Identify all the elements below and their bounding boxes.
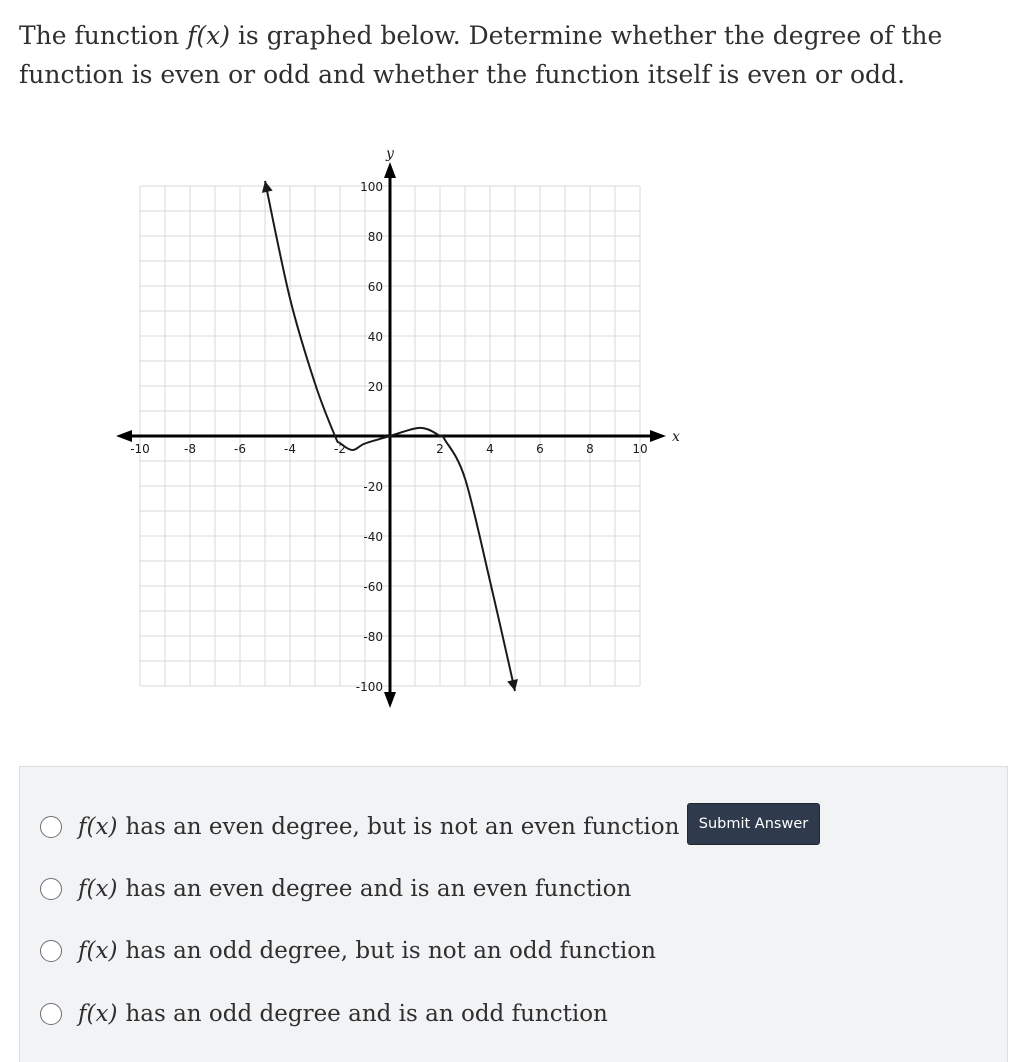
x-tick-label: 6	[536, 442, 544, 456]
choice-odd-degree-not-odd[interactable]	[40, 931, 656, 971]
x-tick-label: -8	[184, 442, 196, 456]
y-axis-up-arrow-icon	[384, 162, 396, 178]
radio-button[interactable]	[40, 816, 62, 838]
choice-label: has an even degree and is an even function	[125, 876, 632, 902]
choice-function: f(x)	[78, 1001, 118, 1027]
y-tick-label: 20	[367, 380, 383, 394]
radio-button[interactable]	[40, 940, 62, 962]
x-tick-label: 4	[486, 442, 494, 456]
x-tick-label: -6	[234, 442, 246, 456]
answer-panel	[19, 766, 1008, 1062]
question-text	[19, 16, 1009, 94]
radio-button[interactable]	[40, 878, 62, 900]
x-tick-label: 10	[632, 442, 648, 456]
choice-even-degree-not-even[interactable]	[40, 807, 679, 847]
choice-label: has an odd degree and is an odd function	[125, 1001, 608, 1027]
x-tick-label: -2	[334, 442, 346, 456]
choice-function: f(x)	[78, 938, 118, 964]
function-graph	[105, 140, 695, 720]
y-tick-label: -100	[355, 680, 383, 694]
question-function: f(x)	[187, 21, 230, 50]
curve-start-arrow-icon	[262, 181, 273, 193]
y-tick-label: 100	[360, 180, 383, 194]
x-tick-label: -10	[130, 442, 150, 456]
choice-label: has an odd degree, but is not an odd function	[125, 938, 656, 964]
submit-answer-button[interactable]: Submit Answer	[687, 803, 820, 845]
choice-label: has an even degree, but is not an even function	[125, 814, 680, 840]
y-tick-label: 80	[367, 230, 383, 244]
x-tick-label: -4	[284, 442, 296, 456]
y-tick-label: -80	[363, 630, 383, 644]
x-axis-label: x	[672, 429, 680, 445]
y-tick-label: -40	[363, 530, 383, 544]
curve-end-arrow-icon	[507, 679, 518, 691]
y-tick-label: -60	[363, 580, 383, 594]
y-tick-label: 60	[367, 280, 383, 294]
x-axis-left-arrow-icon	[116, 430, 132, 442]
choice-function: f(x)	[78, 814, 118, 840]
x-tick-label: 8	[586, 442, 594, 456]
choice-even-degree-even[interactable]	[40, 869, 631, 909]
x-tick-label: 2	[436, 442, 444, 456]
question-prefix: The function	[19, 21, 180, 50]
x-axis-right-arrow-icon	[650, 430, 666, 442]
choice-function: f(x)	[78, 876, 118, 902]
y-axis-down-arrow-icon	[384, 692, 396, 708]
question-suffix: is graphed below. Determine whether the degree of the function is even or odd and whether the function itself is even or odd.	[19, 21, 943, 89]
y-tick-label: 40	[367, 330, 383, 344]
choice-odd-degree-odd[interactable]	[40, 994, 608, 1034]
y-tick-label: -20	[363, 480, 383, 494]
radio-button[interactable]	[40, 1003, 62, 1025]
y-axis-label: y	[386, 146, 394, 162]
